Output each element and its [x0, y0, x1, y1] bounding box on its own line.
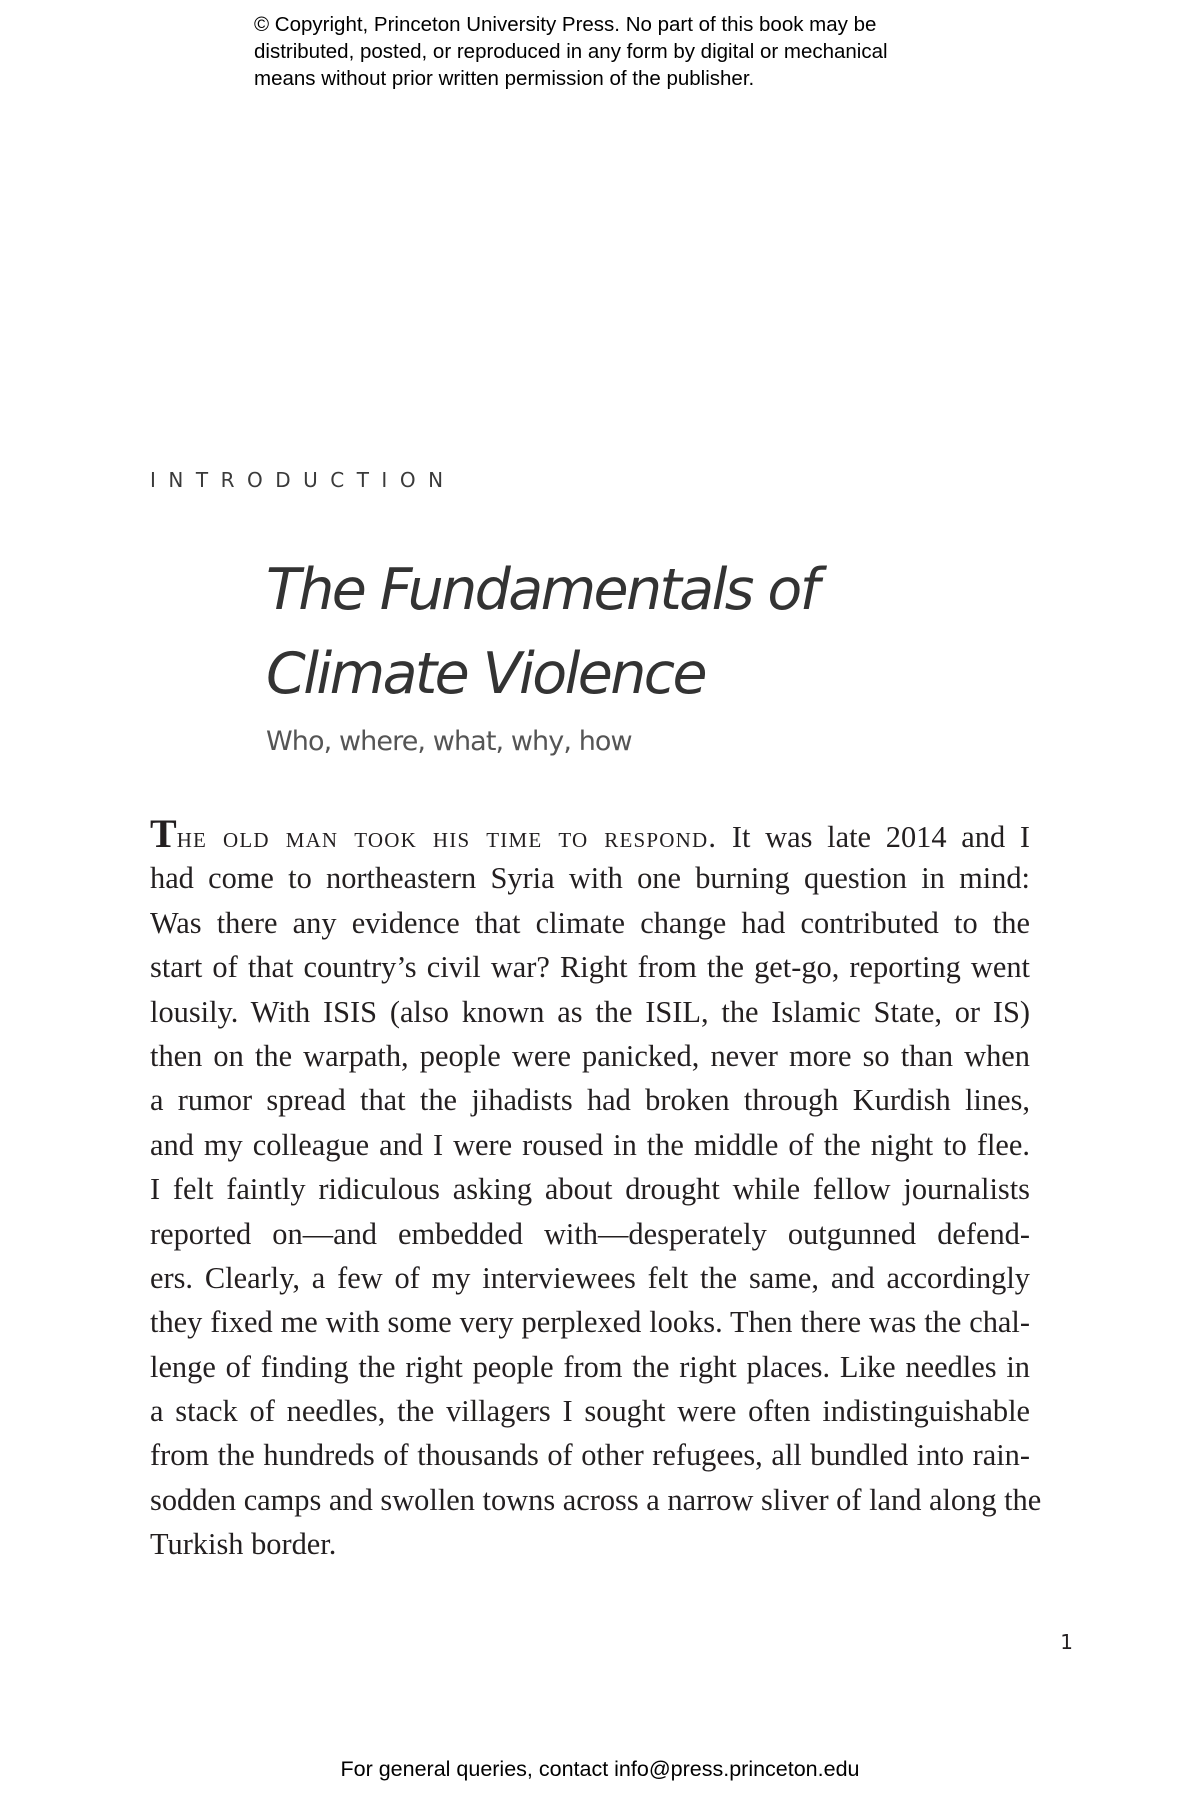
first-line-text: It was late 2014 and I	[717, 820, 1031, 854]
chapter-title-line: The Fundamentals of	[266, 557, 818, 623]
copyright-line: distributed, posted, or reproduced in any form by digital or mechanical	[254, 40, 888, 63]
paragraph-first-line	[150, 812, 1030, 856]
chapter-subtitle: Who, where, what, why, how	[266, 726, 632, 757]
paragraph-line: then on the warpath, people were panicked, never more so than when	[150, 1038, 1030, 1073]
chapter-title-line: Climate Violence	[266, 641, 706, 707]
small-caps-opening: he old man took his time to respond.	[176, 820, 718, 854]
paragraph-line: ers. Clearly, a few of my interviewees felt the same, and accordingly	[150, 1260, 1030, 1295]
paragraph-line: from the hundreds of thousands of other refugees, all bundled into rain-	[150, 1438, 1030, 1473]
paragraph-line: they fixed me with some very perplexed looks. Then there was the chal-	[150, 1305, 1030, 1340]
body-paragraph	[150, 811, 1042, 1567]
paragraph-line: Was there any evidence that climate change had contributed to the	[150, 905, 1030, 940]
paragraph-line: reported on—and embedded with—desperately outgunned defend-	[150, 1216, 1030, 1251]
paragraph-line: and my colleague and I were roused in the middle of the night to flee.	[150, 1127, 1030, 1162]
paragraph-line: I felt faintly ridiculous asking about drought while fellow journalists	[150, 1172, 1030, 1207]
paragraph-line: sodden camps and swollen towns across a narrow sliver of land along the	[150, 1482, 1042, 1517]
page-number: 1	[1060, 1630, 1073, 1654]
paragraph-line: lenge of finding the right people from the right places. Like needles in	[150, 1349, 1030, 1384]
paragraph-line: start of that country’s civil war? Right from the get-go, reporting went	[150, 950, 1030, 985]
paragraph-line: Turkish border.	[150, 1527, 337, 1562]
copyright-line: © Copyright, Princeton University Press. No part of this book may be	[254, 13, 877, 36]
paragraph-line: a stack of needles, the villagers I sought were often indistinguishable	[150, 1394, 1030, 1429]
paragraph-line: a rumor spread that the jihadists had broken through Kurdish lines,	[150, 1083, 1030, 1118]
chapter-title	[266, 548, 1086, 716]
chapter-label: INTRODUCTION	[150, 468, 456, 492]
paragraph-line: lousily. With ISIS (also known as the ISIL, the Islamic State, or IS)	[150, 994, 1030, 1029]
paragraph-line: had come to northeastern Syria with one burning question in mind:	[150, 861, 1030, 896]
copyright-line: means without prior written permission of the publisher.	[254, 67, 755, 90]
drop-cap: T	[150, 811, 177, 856]
copyright-notice	[254, 11, 1014, 92]
footer-contact: For general queries, contact info@press.princeton.edu	[340, 1757, 860, 1781]
